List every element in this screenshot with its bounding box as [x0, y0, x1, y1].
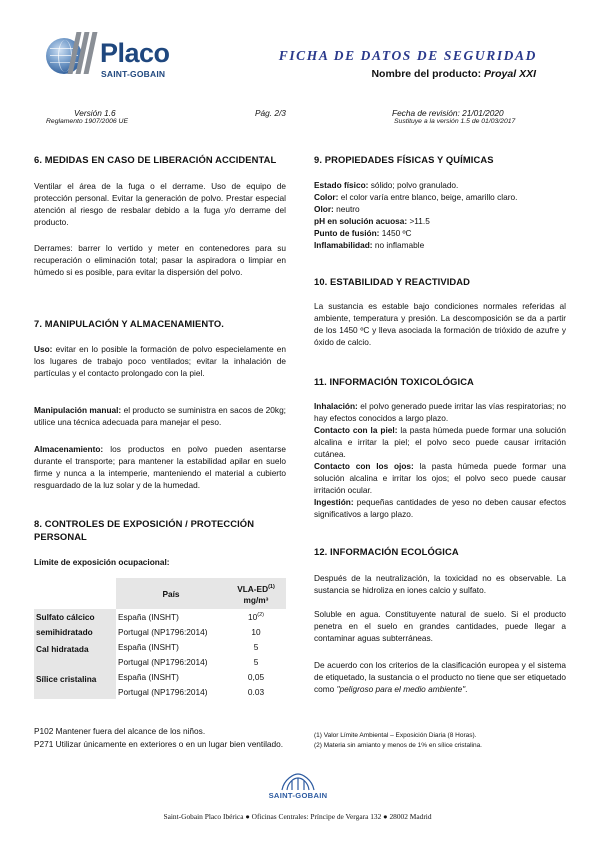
- section-6-paragraph-2: Derrames: barrer lo vertido y meter en contenedores para su recuperación o eliminación total; pasar la aspiradora o limpiar en húmedo si es posible, para evitar la dispersión del polvo.: [34, 243, 286, 277]
- vla-value: 0,05: [247, 671, 265, 682]
- section-11-title: 11. INFORMACIÓN TOXICOLÓGICA: [314, 376, 474, 387]
- precaution-p271: P271 Utilizar únicamente en exteriores o en un lugar bien ventilado.: [34, 739, 284, 749]
- section-12-paragraph-3: De acuerdo con los criterios de la clasificación europea y el sistema de etiquetado, la sustancia o el producto no tiene que ser etiquetado como "peligroso para el medio ambiente".: [314, 660, 566, 694]
- country: Portugal (NP1796:2014): [118, 656, 208, 667]
- section-11-body: [314, 400, 566, 520]
- footnote-2: (2) Materia sin amianto y menos de 1% en sílice cristalina.: [314, 742, 482, 749]
- product-name-line: [300, 68, 536, 80]
- section-6-paragraph-1: Ventilar el área de la fuga o el derrame. Uso de equipo de protección personal. Evitar la generación de polvo. Prestar especial atención al riesgo de resbalar debido a la fuga y/o derrame del producto.: [34, 181, 286, 227]
- version: Versión 1.6: [74, 108, 116, 118]
- inhalacion: Inhalación: el polvo generado puede irritar las vías respiratorias; no hay efectos conocidos a largo plazo.: [314, 401, 566, 423]
- exposure-limit-label: Límite de exposición ocupacional:: [34, 557, 170, 567]
- list-item: Estado físico: sólido; polvo granulado.: [314, 180, 459, 190]
- replaces-version: Sustituye a la versión 1.5 de 01/03/2017: [394, 118, 516, 125]
- table-row: [34, 669, 286, 684]
- section-8-title: [34, 517, 254, 543]
- list-item: pH en solución acuosa: >11.5: [314, 216, 430, 226]
- substance-name: semihidratado: [34, 624, 116, 639]
- uso-label: Uso:: [34, 344, 53, 354]
- table-row: [34, 654, 286, 669]
- section-10-paragraph: La sustancia es estable bajo condiciones normales referidas al ambiente, temperatura y presión. La descomposición se da a partir de los 1450 ºC y lleva asociada la formación de trióxido de azufre y óxido de calcio.: [314, 301, 566, 347]
- section-9-title: 9. PROPIEDADES FÍSICAS Y QUÍMICAS: [314, 154, 494, 165]
- vla-value: 5: [253, 641, 259, 652]
- list-item: Color: el color varía entre blanco, beige, amarillo claro.: [314, 192, 518, 202]
- exposure-limit-table: [34, 578, 286, 699]
- section-7-title: 7. MANIPULACIÓN Y ALMACENAMIENTO.: [34, 318, 224, 329]
- table-row: [34, 624, 286, 639]
- list-item: Inflamabilidad: no inflamable: [314, 240, 425, 250]
- table-row: [34, 609, 286, 624]
- section-12-paragraph-2: Soluble en agua. Constituyente natural de suelo. Si el producto penetra en el suelo en grandes cantidades, puede llegar a contaminar aguas subterráneas.: [314, 609, 566, 643]
- substance-name: Sulfato cálcico: [34, 609, 116, 624]
- country: España (INSHT): [118, 671, 179, 682]
- contacto-ojos: Contacto con los ojos: la pasta húmeda puede formar una solución alcalina e irritar los ojos; el polvo seco puede causar irritación ocular.: [314, 461, 566, 495]
- vla-value: 5: [253, 656, 259, 667]
- table-row: [34, 684, 286, 699]
- manual-text: el producto se suministra en sacos de 20kg; utilice una técnica adecuada para manejar el peso.: [34, 405, 286, 427]
- country: Portugal (NP1796:2014): [118, 626, 208, 637]
- document-title: FICHA DE DATOS DE SEGURIDAD: [278, 48, 537, 63]
- substance-name: [34, 684, 116, 699]
- properties-list: [314, 179, 566, 251]
- section-7-manual: [34, 404, 286, 428]
- section-12-title: 12. INFORMACIÓN ECOLÓGICA: [314, 546, 459, 557]
- product-name: Proyal XXI: [484, 68, 536, 80]
- brand-subtitle: SAINT-GOBAIN: [101, 69, 166, 79]
- vla-unit: mg/m³: [243, 595, 269, 606]
- substance-name: Cal hidratada: [34, 639, 116, 654]
- section-12-paragraph-1: Después de la neutralización, la toxicidad no es observable. La sustancia se hidroliza en iones calcio y sulfato.: [314, 573, 566, 595]
- vla-label: VLA-ED: [237, 583, 269, 594]
- country: Portugal (NP1796:2014): [118, 686, 208, 697]
- table-row: [34, 639, 286, 654]
- logo-stripes: [66, 32, 96, 74]
- revision-date: Fecha de revisión: 21/01/2020: [392, 108, 504, 118]
- footnote-1: (1) Valor Límite Ambiental – Exposición Diaria (8 Horas).: [314, 732, 477, 739]
- saint-gobain-arch-icon: [280, 771, 316, 791]
- list-item: Punto de fusión: 1450 ºC: [314, 228, 412, 238]
- section-8-title-line-1: 8. CONTROLES DE EXPOSICIÓN / PROTECCIÓN: [34, 518, 255, 529]
- manual-label: Manipulación manual:: [34, 405, 122, 415]
- page-number: Pág. 2/3: [255, 108, 286, 118]
- regulation: Reglamento 1907/2006 UE: [46, 118, 128, 125]
- saint-gobain-wordmark: SAINT-GOBAIN: [268, 791, 328, 800]
- country: España (INSHT): [118, 641, 179, 652]
- list-item: Olor: neutro: [314, 204, 360, 214]
- ingestion: Ingestión: pequeñas cantidades de yeso no deben causar efectos significativos a largo plazo.: [314, 497, 566, 519]
- vla-footnote-ref: (1): [268, 583, 275, 590]
- product-label: Nombre del producto:: [371, 68, 482, 80]
- vla-value: 0.03: [247, 686, 265, 697]
- uso-text: evitar en lo posible la formación de polvo especielamente en los lugares de trabajo poco ventilados; evitar la inhalación de partículas y el contacto prolongado con la piel.: [34, 344, 286, 378]
- almacenamiento-text: los productos en polvo pueden asentarse durante el transporte; para mantener la estabilidad apilar en suelo firme y nunca a la intemperie, manteniendo el material a cubierto resguardado de la luz solar y de la humedad.: [34, 444, 286, 490]
- almacenamiento-label: Almacenamiento:: [34, 444, 104, 454]
- brand-name: Placo: [100, 38, 170, 68]
- section-6-title: 6. MEDIDAS EN CASO DE LIBERACIÓN ACCIDENTAL: [34, 154, 277, 165]
- column-header-vla: [226, 578, 286, 609]
- section-7-almacenamiento: [34, 443, 286, 491]
- footer-address: Saint-Gobain Placo Ibérica ● Oficinas Centrales: Príncipe de Vergara 132 ● 28002 Madrid: [163, 812, 432, 821]
- substance-name: Sílice cristalina: [34, 669, 116, 684]
- section-8-title-line-2: PERSONAL: [34, 531, 87, 542]
- column-header-country: País: [116, 578, 226, 609]
- section-7-uso: [34, 343, 286, 379]
- vla-value: 10$^{(2)}$: [248, 611, 264, 622]
- precaution-p102: P102 Mantener fuera del alcance de los niños.: [34, 726, 206, 736]
- country: España (INSHT): [118, 611, 179, 622]
- vla-value: 10: [251, 626, 261, 637]
- substance-name: [34, 654, 116, 669]
- contacto-piel: Contacto con la piel: la pasta húmeda puede formar una solución alcalina e irritar la piel; el polvo seco puede causar irritación cutánea.: [314, 425, 566, 459]
- section-10-title: 10. ESTABILIDAD Y REACTIVIDAD: [314, 276, 471, 287]
